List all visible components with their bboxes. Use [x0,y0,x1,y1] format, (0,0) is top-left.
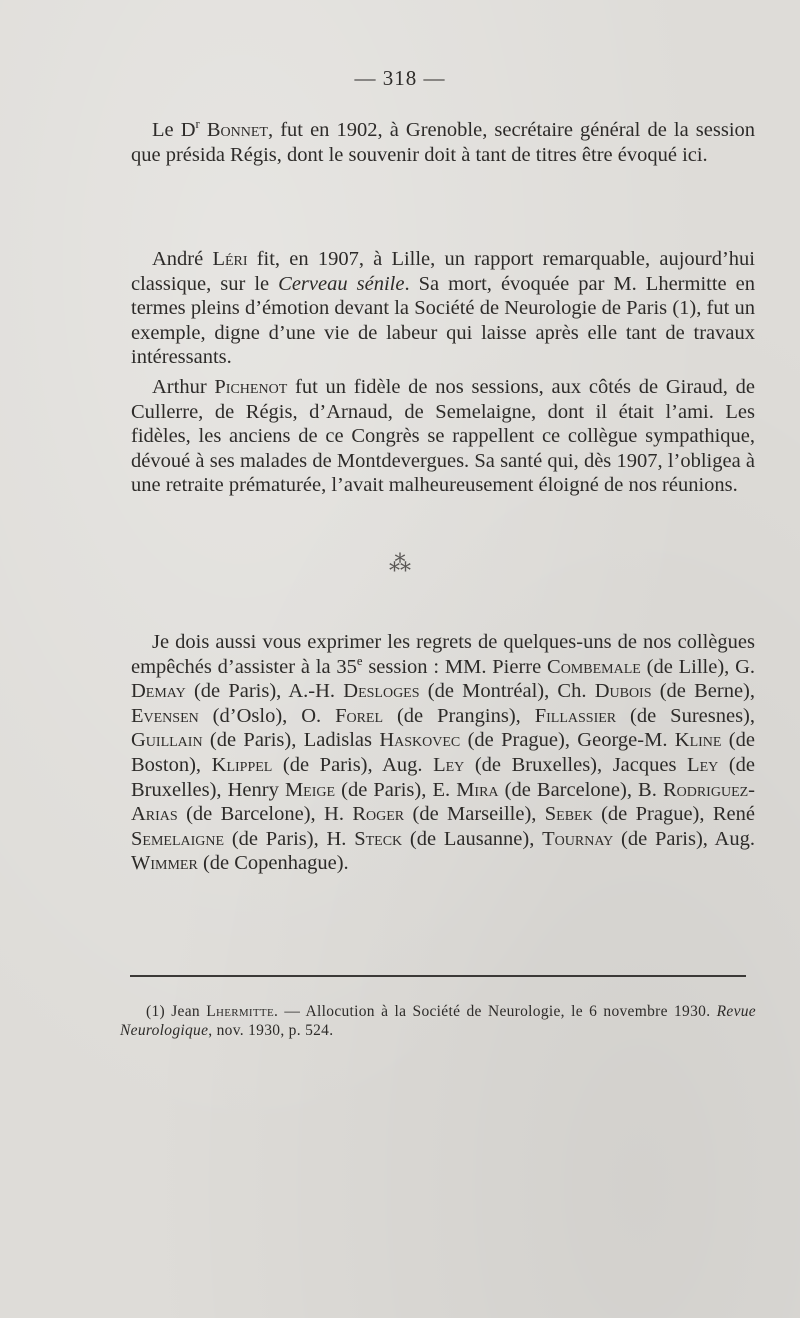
superscript: e [356,653,363,668]
text-run: (de Prague), René [592,803,755,826]
text-run: (de Suresnes), [616,704,756,727]
text-run: (de Prangins), [383,704,535,727]
text-run: (de Berne), [651,680,755,703]
name-smallcaps: Lhermitte [206,1003,274,1020]
name-smallcaps: Haskovec [379,729,461,752]
name-smallcaps: Kline [674,729,722,752]
text-run: (de Marseille), [404,803,545,826]
asterism-glyph: ⁂ [389,551,411,576]
text-run: (de Paris), A.-H. [185,680,344,703]
name-smallcaps: Ley [687,753,719,776]
text-run: (de Barcelone), H. [177,803,353,826]
name-smallcaps: Desloges [343,680,420,703]
text-run: . Sa mort, évoquée par M. Lhermitte en termes pleins d’émotion devant la Société de Neurologie de Paris (1), fut un exemple, digne d’une vie de labeur qui laisse après elle tant de travaux intéressants. [131,272,755,369]
name-smallcaps: Mira [456,778,499,801]
name-smallcaps: Sebek [544,803,593,826]
text-run: (de Bruxelles), Jacques [464,753,688,776]
text-run: (de Barcelone), B. [498,778,663,801]
text-run: (de Prague), George-M. [460,729,675,752]
name-smallcaps: Klippel [211,753,273,776]
footnote [120,1002,756,1040]
text-run: Le D [152,119,196,141]
paragraph-bonnet [131,118,755,167]
name-smallcaps: Meige [284,778,336,801]
text-run: (de Bruxelles), Henry [131,753,755,801]
text-run: session : MM. Pierre [362,655,548,678]
text-run: (de Paris), Aug. [613,827,755,850]
text-run: Je dois aussi vous exprimer les regrets de quelques-uns de nos collègues empêchés d’assister à la 35 [131,631,755,678]
text-run: (de Paris), Ladislas [202,729,380,752]
text-run: (de Montréal), Ch. [419,680,595,703]
name-smallcaps: Forel [335,704,384,727]
name-smallcaps: Tournay [542,827,614,850]
paragraph-pichenot [131,375,755,498]
text-run: . — Allocution à la Société de Neurologie, le 6 novembre 1930. [273,1003,717,1020]
name-smallcaps: Dubois [594,680,652,703]
text-run: (de Paris), Aug. [272,753,434,776]
italic-title: Revue Neurologique [120,1003,756,1039]
text-run: , fut en 1902, à Grenoble, secrétaire général de la session que présida Régis, dont le souvenir doit à tant de titres être évoqué ici. [131,119,756,166]
name-smallcaps: Léri [212,248,248,270]
text-run: fut un fidèle de nos sessions, aux côtés de Giraud, de Cullerre, de Régis, d’Arnaud, de Semelaigne, dont il était l’ami. Les fidèles, les anciens de ce Congrès se rappellent ce collègue sympathique, dévoué à ses malades de Montdevergues. Sa santé qui, dès 1907, l’obligea à une retraite prématurée, l’avait malheureusement éloigné de nos réunions. [131,376,755,497]
asterism-separator [0,552,800,576]
text-run: (de Boston), [131,729,755,776]
name-smallcaps: Pichenot [214,376,288,398]
name-smallcaps: Guillain [131,729,203,752]
text-run: (de Paris), E. [335,778,457,801]
text-run [200,119,207,141]
name-smallcaps: Bonnet [206,119,268,141]
name-smallcaps: Fillassier [534,704,617,727]
name-smallcaps: Semelaigne [131,827,225,850]
text-run: André [152,248,213,270]
name-smallcaps: Steck [354,827,403,850]
name-smallcaps: Wimmer [131,852,198,875]
name-smallcaps: Rodriguez-Arias [131,778,755,826]
text-run: fit, en 1907, à Lille, un rapport remarquable, aujourd’hui classique, sur le [131,248,755,295]
text-run: (de Copenhague). [197,852,349,875]
text-run: (d’Oslo), O. [198,704,336,727]
paragraph-leri [131,247,755,370]
page-number: — 318 — [354,66,446,90]
text-run: (1) Jean [146,1003,207,1020]
text-run: Arthur [152,376,215,398]
text-run: (de Paris), H. [224,827,355,850]
name-smallcaps: Combemale [547,655,641,678]
italic-title: Cerveau sénile [278,272,405,295]
paragraph-regrets [131,630,755,876]
name-smallcaps: Evensen [131,704,199,727]
name-smallcaps: Roger [352,803,405,826]
name-smallcaps: Demay [131,680,186,703]
text-run: (de Lausanne), [402,827,543,850]
name-smallcaps: Ley [433,753,465,776]
text-run: (de Lille), G. [640,655,756,678]
superscript: r [195,117,200,132]
footnote-rule [130,975,746,977]
text-run: , nov. 1930, p. 524. [208,1022,334,1039]
